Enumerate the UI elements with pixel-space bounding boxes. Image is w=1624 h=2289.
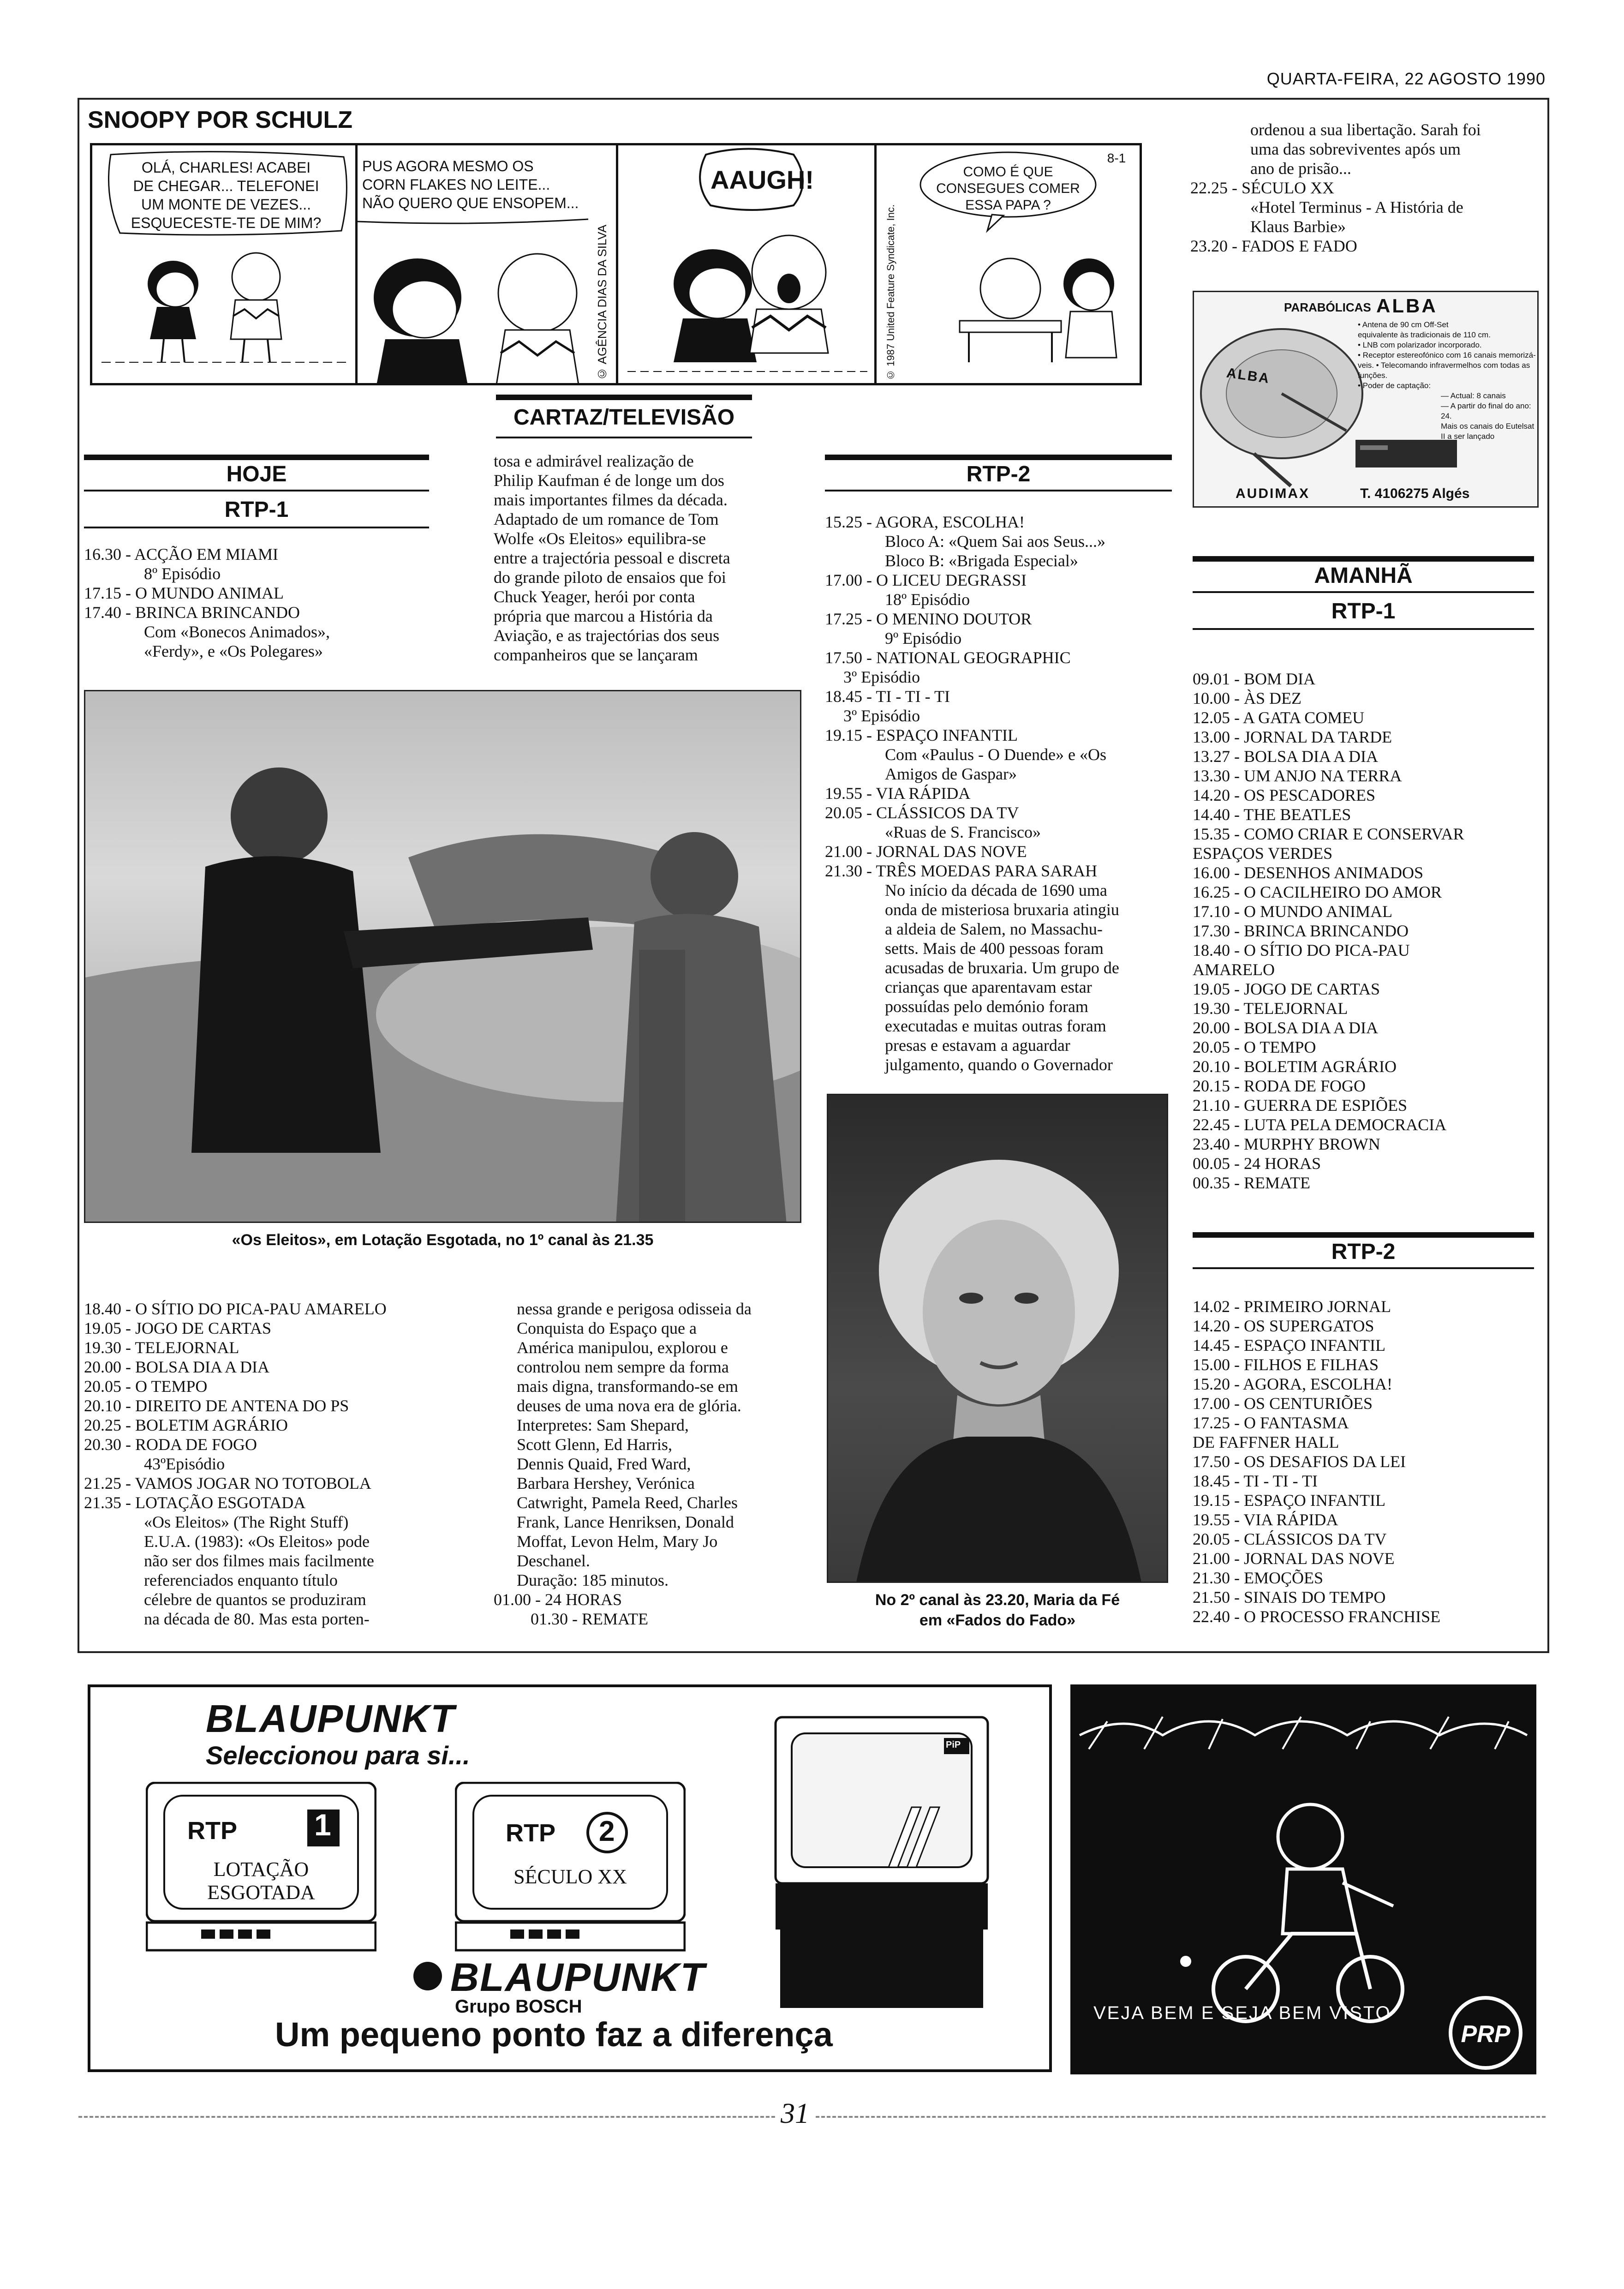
rtp2-today-heading: RTP-2 [825,455,1172,491]
prp-slogan: VEJA BEM E SEJA BEM VISTO [1093,2003,1391,2023]
amanha-heading: AMANHÃ [1193,556,1534,593]
ad-prp [1070,1684,1536,2074]
listing-line: 19.05 - JOGO DE CARTAS [1193,980,1380,998]
tv-icon [773,1715,990,2010]
listing-line: célebre de quantos se produziram [144,1590,366,1609]
listing-line: 15.00 - FILHOS E FILHAS [1193,1355,1379,1374]
listing-line: 22.45 - LUTA PELA DEMOCRACIA [1193,1115,1447,1134]
listing-line: 20.05 - O TEMPO [1193,1038,1316,1056]
listing-line: 23.20 - FADOS E FADO [1190,237,1357,255]
listing-line: presas e estavam a aguardar [885,1036,1070,1055]
comic-credit-syndicate: © 1987 United Feature Syndicate, Inc. [885,204,896,381]
listing-line: Catwright, Pamela Reed, Charles [517,1493,738,1512]
photo-os-eleitos-image [85,691,801,1223]
listing-line: Klaus Barbie» [1250,217,1346,236]
listing-line: 09.01 - BOM DIA [1193,670,1315,688]
prp-logo-text: PRP [1461,2021,1511,2048]
listing-line: ano de prisão... [1250,159,1351,178]
listing-line: Barbara Hershey, Verónica [517,1474,695,1492]
blaupunkt-slogan: Um pequeno ponto faz a diferença [275,2015,833,2054]
tv1-digit: 1 [314,1808,331,1842]
tv-set-2 [455,1782,686,1953]
blaupunkt-brand: BLAUPUNKT [206,1697,455,1740]
listing-line: possuídas pelo demónio foram [885,997,1088,1016]
listing-line: 21.50 - SINAIS DO TEMPO [1193,1588,1386,1606]
film-review-top: tosa e admirável realização de Philip Kaufman é de longe um dos mais importantes filmes da década. Adaptado de um romance de Tom Wolfe «Os Eleitos» equilibra-se entre a trajectória pessoal e discreta do grande piloto de ensaios que foi Chuck Yeager, herói por conta própria que marcou a História da Aviação, e as trajectórias dos seus companheiros que se lançaram [494,452,730,664]
listing-line: 14.02 - PRIMEIRO JORNAL [1193,1297,1391,1316]
listing-line: 23.40 - MURPHY BROWN [1193,1135,1380,1153]
listing-line: 17.00 - O LICEU DEGRASSI [825,571,1027,589]
amanha-rtp2-listing [1193,1297,1543,1626]
listing-line: 20.30 - RODA DE FOGO [84,1435,257,1454]
listing-line: 19.55 - VIA RÁPIDA [1193,1510,1338,1529]
listing-line: acusadas de bruxaria. Um grupo de [885,959,1119,977]
listing-line: 22.25 - SÉCULO XX [1190,179,1334,197]
amanha-rtp1-listing [1193,669,1543,1192]
listing-line: onda de misteriosa bruxaria atingiu [885,900,1119,919]
listing-line: 00.35 - REMATE [1193,1174,1310,1192]
listing-line: 19.05 - JOGO DE CARTAS [84,1319,271,1337]
listing-line: «Ferdy», e «Os Polegares» [144,642,323,660]
listing-line: executadas e muitas outras foram [885,1017,1106,1035]
listing-line: DE FAFFNER HALL [1193,1433,1339,1451]
rtp2-continued-listing [1190,120,1541,256]
tv-set-3 [773,1715,990,2010]
photo-maria-da-fe [827,1094,1168,1583]
listing-line: E.U.A. (1983): «Os Eleitos» pode [144,1532,370,1551]
listing-line: 3º Episódio [843,668,920,686]
tv1-channel: RTP [187,1817,237,1845]
listing-line: 19.15 - ESPAÇO INFANTIL [825,726,1018,744]
listing-line: No início da década de 1690 uma [885,881,1107,899]
photo-maria-da-fe-image [828,1095,1168,1583]
listing-line: 21.30 - TRÊS MOEDAS PARA SARAH [825,862,1098,880]
section-header: CARTAZ/TELEVISÃO [496,395,752,438]
tv1-programme: LOTAÇÃO ESGOTADA [207,1858,315,1904]
listing-line: 3º Episódio [843,707,920,725]
listing-line: controlou nem sempre da forma [517,1358,729,1376]
listing-line: 18.45 - TI - TI - TI [825,687,950,706]
comic-title: SNOOPY POR SCHULZ [88,107,353,133]
listing-line: 14.45 - ESPAÇO INFANTIL [1193,1336,1386,1354]
listing-line: referenciados enquanto título [144,1571,338,1589]
listing-line: 12.05 - A GATA COMEU [1193,708,1365,727]
listing-line: Bloco A: «Quem Sai aos Seus...» [885,532,1105,551]
rtp2-today-listing [825,512,1176,1074]
listing-line: ordenou a sua libertação. Sarah foi [1250,120,1481,139]
listing-line: 15.35 - COMO CRIAR E CONSERVAR [1193,825,1464,843]
listing-line: «Ruas de S. Francisco» [885,823,1041,841]
listing-line: 20.00 - BOLSA DIA A DIA [84,1358,270,1376]
listing-line: 43ºEpisódio [144,1455,225,1473]
listing-line: 15.25 - AGORA, ESCOLHA! [825,513,1025,531]
speech-bubble-2: PUS AGORA MESMO OS CORN FLAKES NO LEITE... NÃO QUERO QUE ENSOPEM... [362,158,579,211]
ad-blaupunkt [88,1684,1052,2072]
listing-line: 17.25 - O MENINO DOUTOR [825,610,1032,628]
listing-line: 21.25 - VAMOS JOGAR NO TOTOBOLA [84,1474,371,1492]
prp-logo-icon [1449,1996,1522,2070]
listing-line: mais digna, transformando-se em [517,1377,738,1396]
listing-line: crianças que aparentavam estar [885,978,1092,996]
listing-line: América manipulou, explorou e [517,1338,728,1357]
listing-line: 00.05 - 24 HORAS [1193,1154,1321,1173]
listing-line: 17.25 - O FANTASMA [1193,1414,1349,1432]
listing-line: não ser dos filmes mais facilmente [144,1552,374,1570]
comic-panel-4 [874,143,1142,385]
speech-bubble-3: AAUGH! [710,165,814,194]
listing-line: «Hotel Terminus - A História de [1250,198,1463,216]
listing-line: 22.40 - O PROCESSO FRANCHISE [1193,1607,1441,1626]
listing-line: 13.00 - JORNAL DA TARDE [1193,728,1392,746]
listing-line: 18.40 - O SÍTIO DO PICA-PAU AMARELO [84,1300,387,1318]
listing-line: Frank, Lance Henriksen, Donald [517,1513,734,1531]
alba-brand: ALBA [1376,295,1438,317]
page-number: 31 [775,2097,815,2130]
tv2-channel: RTP [506,1819,555,1847]
listing-line: julgamento, quando o Governador [885,1055,1113,1074]
rtp1-evening-listing [84,1299,481,1629]
listing-line: nessa grande e perigosa odisseia da [517,1300,752,1318]
photo-os-eleitos-caption: «Os Eleitos», em Lotação Esgotada, no 1º canal às 21.35 [232,1231,654,1249]
listing-line: 01.30 - REMATE [531,1610,648,1628]
tv2-digit: 2 [599,1816,615,1847]
listing-line: Dennis Quaid, Fred Ward, [517,1455,691,1473]
listing-line: 16.00 - DESENHOS ANIMADOS [1193,863,1424,882]
amanha-rtp2-heading: RTP-2 [1193,1232,1534,1269]
listing-line: 21.00 - JORNAL DAS NOVE [1193,1549,1395,1568]
listing-line: AMARELO [1193,960,1275,979]
alba-label: PARABÓLICAS [1284,300,1371,314]
dateline: QUARTA-FEIRA, 22 AGOSTO 1990 [1266,69,1546,88]
listing-line: Conquista do Espaço que a [517,1319,697,1337]
listing-line: «Os Eleitos» (The Right Stuff) [144,1513,349,1531]
listing-line: Amigos de Gaspar» [885,765,1017,783]
listing-line: 9º Episódio [885,629,962,647]
listing-line: 19.55 - VIA RÁPIDA [825,784,971,803]
listing-line: 8º Episódio [144,564,221,583]
ad-alba [1193,291,1539,508]
alba-company: AUDIMAX [1236,486,1310,501]
listing-line: 17.30 - BRINCA BRINCANDO [1193,922,1409,940]
listing-line: deuses de uma nova era de glória. [517,1396,741,1415]
photo-os-eleitos [84,690,801,1223]
alba-phone: T. 4106275 Algés [1360,486,1470,501]
comic-drawing-2 [358,145,618,385]
listing-line: 17.10 - O MUNDO ANIMAL [1193,902,1392,921]
listing-line: 13.30 - UM ANJO NA TERRA [1193,767,1402,785]
comic-panel-1 [90,143,358,385]
listing-line: 20.10 - DIREITO DE ANTENA DO PS [84,1396,349,1415]
listing-line: 01.00 - 24 HORAS [494,1590,622,1609]
listing-line: 20.05 - CLÁSSICOS DA TV [1193,1530,1387,1548]
blaupunkt-brand-bottom: BLAUPUNKT [450,1955,706,2000]
listing-line: 17.00 - OS CENTURIÕES [1193,1394,1373,1413]
listing-line: Com «Paulus - O Duende» e «Os [885,745,1106,764]
listing-line: ESPAÇOS VERDES [1193,844,1333,863]
blaupunkt-tagline: Seleccionou para si... [206,1741,470,1770]
listing-line: Interpretes: Sam Shepard, [517,1416,689,1434]
alba-dish-brand: ALBA [1225,365,1272,387]
listing-line: 15.20 - AGORA, ESCOLHA! [1193,1375,1393,1393]
listing-line: 18.40 - O SÍTIO DO PICA-PAU [1193,941,1410,959]
alba-features: • Antena de 90 cm Off-Set equivalente às tradicionais de 110 cm. • LNB com polarizador incorporado. • Receptor estereofónico com 16 canais memorizá- veis. • Telecomando infravermelhos com todas as funções. • Poder de captação: — Actual: 8 canais — A partir do final do ano: 24. Mais os canais do Eutelsat II a ser lançado [1358,320,1536,441]
listing-line: 21.10 - GUERRA DE ESPIÕES [1193,1096,1408,1115]
listing-line: 17.50 - OS DESAFIOS DA LEI [1193,1452,1406,1471]
listing-line: Deschanel. [517,1552,590,1570]
listing-line: 17.40 - BRINCA BRINCANDO [84,603,300,622]
listing-line: 17.15 - O MUNDO ANIMAL [84,584,284,602]
listing-line: 13.27 - BOLSA DIA A DIA [1193,747,1379,766]
listing-line: uma das sobreviventes após um [1250,140,1461,158]
listing-line: 17.50 - NATIONAL GEOGRAPHIC [825,648,1071,667]
listing-line: 19.30 - TELEJORNAL [1193,999,1348,1018]
listing-line: 20.05 - O TEMPO [84,1377,208,1396]
tv3-badge: PiP [946,1740,961,1750]
listing-line: Moffat, Levon Helm, Mary Jo [517,1532,718,1551]
listing-line: Duração: 185 minutos. [517,1571,669,1589]
photo-maria-da-fe-caption: No 2º canal às 23.20, Maria da Fé em «Fados do Fado» [875,1591,1120,1629]
hoje-heading: HOJE [84,455,429,491]
listing-line: 16.30 - ACÇÃO EM MIAMI [84,545,279,563]
listing-line: 14.20 - OS SUPERGATOS [1193,1317,1374,1335]
listing-line: 16.25 - O CACILHEIRO DO AMOR [1193,883,1442,901]
listing-line: 18º Episódio [885,590,970,609]
listing-line: a aldeia de Salem, no Massachu- [885,920,1103,938]
comic-credit-agency: © AGÊNCIA DIAS DA SILVA [595,224,609,381]
hoje-channel-heading: RTP-1 [84,494,429,528]
speech-bubble-1: OLÁ, CHARLES! ACABEI DE CHEGAR... TELEFONEI UM MONTE DE VEZES... ESQUECESTE-TE DE MIM? [131,159,322,231]
listing-line: 21.35 - LOTAÇÃO ESGOTADA [84,1493,306,1512]
listing-line: 20.25 - BOLETIM AGRÁRIO [84,1416,288,1434]
comic-panel-3 [616,143,877,385]
hoje-rtp1-listing [84,545,435,661]
listing-line: 14.40 - THE BEATLES [1193,805,1351,824]
listing-line: Bloco B: «Brigada Especial» [885,551,1078,570]
listing-line: 20.05 - CLÁSSICOS DA TV [825,803,1019,822]
listing-line: 21.30 - EMOÇÕES [1193,1569,1324,1587]
listing-line: 14.20 - OS PESCADORES [1193,786,1376,804]
listing-line: 18.45 - TI - TI - TI [1193,1472,1318,1490]
listing-line: 20.15 - RODA DE FOGO [1193,1077,1366,1095]
comic-panel-2 [355,143,618,385]
blaupunkt-dot-icon [413,1962,442,1990]
listing-line: 20.10 - BOLETIM AGRÁRIO [1193,1057,1397,1076]
listing-line: Com «Bonecos Animados», [144,623,330,641]
listing-line: Scott Glenn, Ed Harris, [517,1435,672,1454]
listing-line: 10.00 - ÀS DEZ [1193,689,1302,707]
listing-line: 20.00 - BOLSA DIA A DIA [1193,1019,1379,1037]
film-review-bottom [494,1299,826,1629]
tv2-programme: SÉCULO XX [513,1865,627,1888]
speech-bubble-4: COMO É QUE CONSEGUES COMER ESSA PAPA ? [936,164,1080,213]
tv-set-1 [146,1782,376,1953]
listing-line: 19.15 - ESPAÇO INFANTIL [1193,1491,1386,1510]
blaupunkt-group: Grupo BOSCH [455,1996,582,2017]
listing-line: 19.30 - TELEJORNAL [84,1338,239,1357]
listing-line: 21.00 - JORNAL DAS NOVE [825,842,1027,861]
comic-date: 8-1 [1107,151,1126,165]
amanha-channel-heading: RTP-1 [1193,595,1534,630]
listing-line: setts. Mais de 400 pessoas foram [885,939,1104,958]
listing-line: na década de 80. Mas esta porten- [144,1610,370,1628]
comic-drawing-1 [92,145,358,385]
